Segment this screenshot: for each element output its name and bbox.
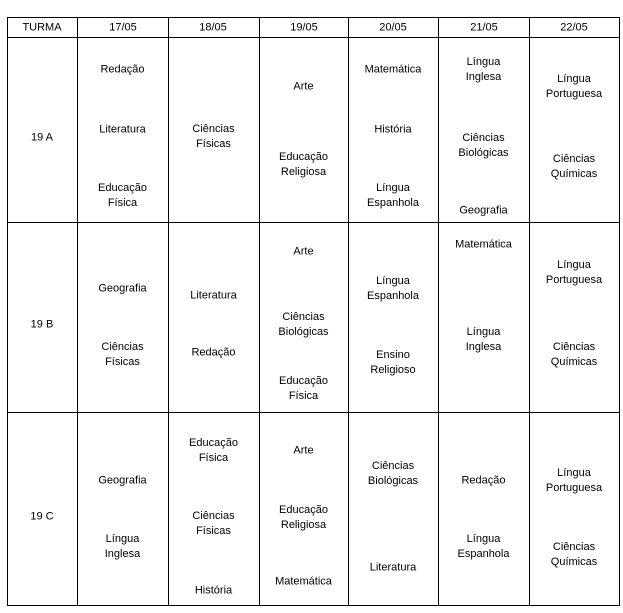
subject-entry xyxy=(348,274,438,304)
subject-line: Ciências xyxy=(371,459,415,472)
subject-entry xyxy=(439,55,529,85)
subject-line: Ciências xyxy=(282,310,325,323)
subject-entry xyxy=(348,348,438,378)
subject-line: Ciências xyxy=(192,122,235,135)
subject-line: Religiosa xyxy=(280,519,327,532)
subject-entry xyxy=(529,540,619,570)
subject-line: Geografia xyxy=(459,204,508,217)
subject-line: Ensino xyxy=(376,348,410,361)
subject-line: Inglesa xyxy=(465,340,502,353)
subject-entry xyxy=(78,63,168,78)
subject-line: Língua xyxy=(557,72,591,85)
subject-line: Físicas xyxy=(196,137,231,150)
subject-entry xyxy=(78,532,168,562)
subject-entry xyxy=(78,340,168,370)
subject-entry xyxy=(169,289,259,304)
subject-line: Espanhola xyxy=(367,289,419,302)
subject-line: Ciências xyxy=(552,152,596,165)
subject-line: Ciências xyxy=(552,540,596,553)
subject-line: Língua xyxy=(105,533,140,546)
subject-line: Químicas xyxy=(550,356,598,368)
subject-line: Ciências xyxy=(552,341,596,353)
subject-line: Arte xyxy=(293,80,314,93)
header-date-20-05: 20/05 xyxy=(379,21,407,34)
turma-label-19b: 19 B xyxy=(30,318,54,331)
subject-entry xyxy=(529,152,619,182)
subject-entry xyxy=(529,258,619,288)
subject-entry xyxy=(78,281,168,296)
subject-line: Língua xyxy=(557,259,591,272)
header-date-22-05: 22/05 xyxy=(560,21,588,34)
subject-line: Ciências xyxy=(101,341,144,353)
subject-line: Portuguesa xyxy=(545,482,603,495)
subject-entry xyxy=(259,79,349,94)
subject-line: História xyxy=(194,584,233,597)
table-column-border xyxy=(619,17,620,606)
header-date-17-05: 17/05 xyxy=(109,21,137,34)
subject-line: Língua xyxy=(466,56,501,69)
turma-label-19a: 19 A xyxy=(30,131,54,144)
subject-line: Ciências xyxy=(192,509,235,522)
subject-line: Educação xyxy=(279,375,328,388)
header-turma: TURMA xyxy=(22,21,62,34)
subject-entry xyxy=(348,181,438,211)
subject-line: Educação xyxy=(189,436,238,449)
subject-entry xyxy=(259,443,349,458)
turma-label-19c: 19 C xyxy=(30,510,54,523)
subject-entry xyxy=(439,532,529,562)
header-date-21-05: 21/05 xyxy=(470,21,498,34)
subject-entry xyxy=(439,474,529,489)
subject-line: Língua xyxy=(466,533,501,546)
subject-entry xyxy=(259,245,349,260)
subject-entry xyxy=(259,150,349,180)
subject-line: Matemática xyxy=(275,575,332,588)
subject-line: Literatura xyxy=(190,289,237,302)
subject-entry xyxy=(529,466,619,496)
subject-line: Químicas xyxy=(550,555,598,568)
subject-entry xyxy=(348,459,438,489)
subject-line: Ciências xyxy=(462,132,505,145)
subject-entry xyxy=(169,122,259,152)
subject-entry xyxy=(259,574,349,589)
subject-entry xyxy=(259,310,349,340)
subject-line: Educação xyxy=(279,504,328,517)
subject-line: Portuguesa xyxy=(545,87,603,100)
subject-line: Geografia xyxy=(98,474,147,487)
subject-entry xyxy=(529,72,619,102)
subject-line: Língua xyxy=(376,274,410,287)
subject-entry xyxy=(259,374,349,404)
subject-line: Espanhola xyxy=(457,548,510,561)
subject-entry xyxy=(78,474,168,489)
subject-line: Químicas xyxy=(550,167,598,180)
subject-line: Educação xyxy=(98,182,147,195)
table-column-border xyxy=(7,17,8,606)
table-column-border xyxy=(77,17,78,606)
subject-line: Físicas xyxy=(105,356,140,368)
subject-entry xyxy=(348,122,438,137)
subject-line: Inglesa xyxy=(465,71,502,84)
subject-line: Arte xyxy=(293,245,314,258)
subject-line: Redação xyxy=(461,474,506,487)
subject-entry xyxy=(169,509,259,539)
subject-line: Física xyxy=(107,197,138,210)
subject-entry xyxy=(439,203,529,218)
subject-line: Física xyxy=(288,390,319,403)
subject-entry xyxy=(439,131,529,161)
header-date-19-05: 19/05 xyxy=(290,21,318,34)
subject-line: Literatura xyxy=(369,561,417,574)
subject-line: Física xyxy=(198,451,229,464)
subject-line: Língua xyxy=(466,325,501,338)
subject-entry xyxy=(348,63,438,78)
table-column-border xyxy=(529,17,530,606)
subject-line: História xyxy=(374,123,412,135)
subject-line: Religioso xyxy=(370,363,416,376)
subject-line: Inglesa xyxy=(104,548,141,561)
subject-line: Físicas xyxy=(196,524,231,537)
subject-entry xyxy=(78,181,168,211)
subject-entry xyxy=(169,346,259,361)
subject-line: Matemática xyxy=(364,63,422,76)
subject-line: Literatura xyxy=(99,123,146,135)
subject-entry xyxy=(259,503,349,533)
subject-line: Língua xyxy=(376,182,410,195)
subject-line: Religiosa xyxy=(280,165,327,178)
subject-entry xyxy=(439,237,529,252)
subject-line: Biológicas xyxy=(367,474,419,487)
subject-entry xyxy=(169,584,259,599)
subject-line: Língua xyxy=(557,467,591,480)
subject-line: Redação xyxy=(191,346,236,359)
subject-line: Espanhola xyxy=(367,197,419,210)
subject-line: Matemática xyxy=(455,238,512,251)
subject-line: Arte xyxy=(293,444,314,457)
header-date-18-05: 18/05 xyxy=(199,21,227,34)
subject-entry xyxy=(529,340,619,370)
table-column-border xyxy=(438,17,439,606)
subject-line: Educação xyxy=(279,150,328,163)
subject-line: Biológicas xyxy=(278,325,329,338)
subject-line: Redação xyxy=(100,63,145,76)
subject-line: Geografia xyxy=(98,282,147,294)
subject-entry xyxy=(348,561,438,576)
subject-entry xyxy=(439,325,529,355)
subject-entry xyxy=(169,436,259,466)
subject-line: Biológicas xyxy=(458,147,509,160)
subject-entry xyxy=(78,122,168,137)
subject-line: Portuguesa xyxy=(545,274,603,287)
